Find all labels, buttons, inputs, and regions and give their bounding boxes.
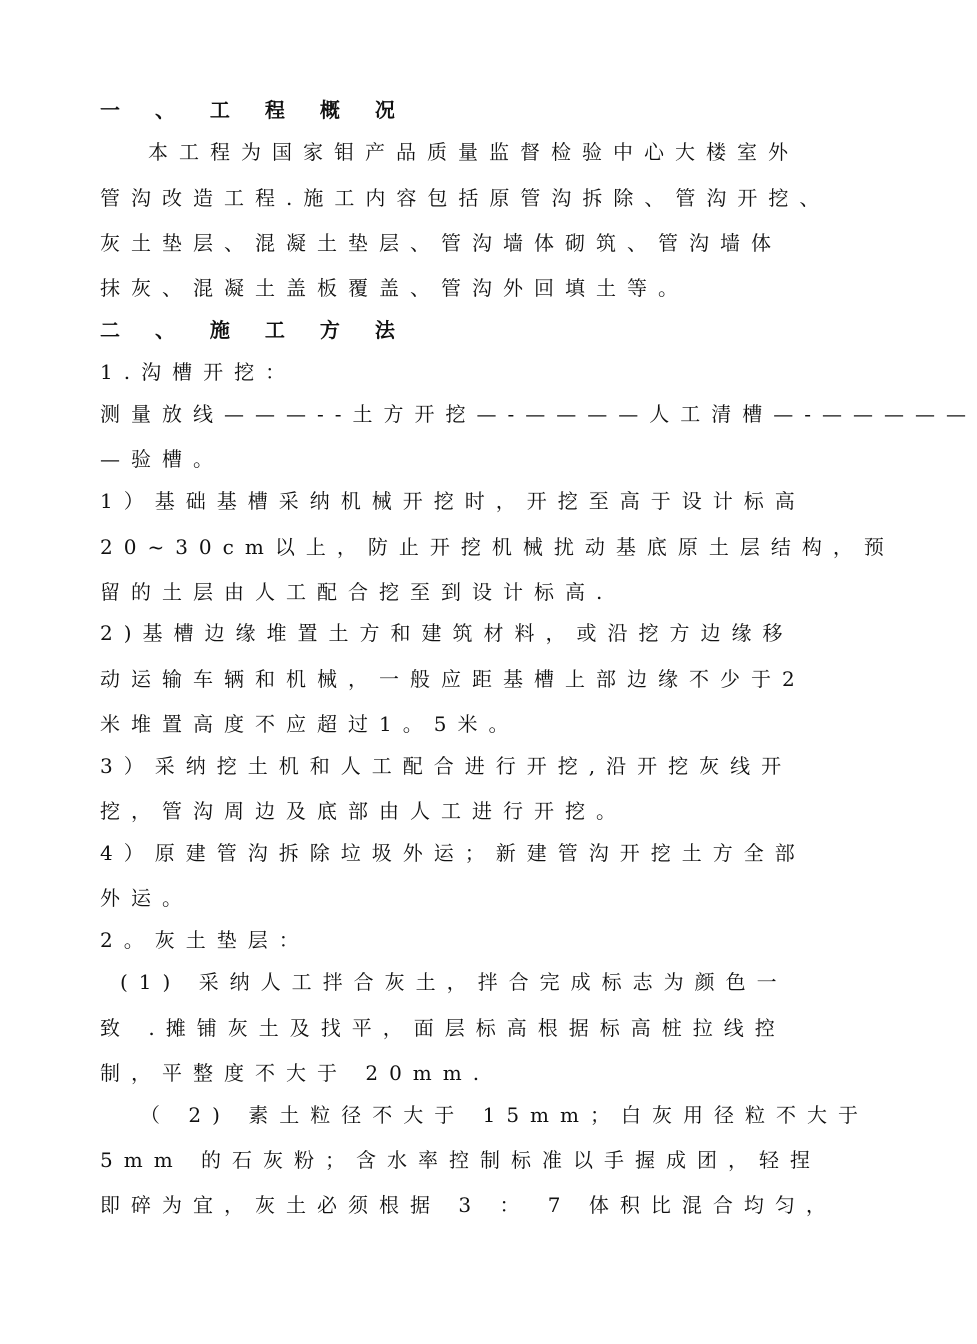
paragraph-line: 米堆置高度不应超过1。5米。 (100, 712, 520, 736)
paragraph-line: 20~30cm以上，防止开挖机械扰动基底原土层结构，预 (100, 535, 895, 559)
paragraph-line: (1) 采纳人工拌合灰土，拌合完成标志为颜色一 (120, 970, 788, 994)
paragraph-line: 外运。 (100, 886, 193, 910)
paragraph-line: 2)基槽边缘堆置土方和建筑材料，或沿挖方边缘移 (100, 621, 794, 645)
process-flow-line: —验槽。 (100, 447, 224, 471)
process-flow-line: 测量放线———--土方开挖—-————人工清槽—-————— (100, 402, 977, 426)
paragraph-line: 制，平整度不大于 20mm. (100, 1061, 491, 1085)
paragraph-line: 本工程为国家钼产品质量监督检验中心大楼室外 (148, 140, 799, 164)
paragraph-line: 动运输车辆和机械，一般应距基槽上部边缘不少于2 (100, 667, 806, 691)
paragraph-line: 管沟改造工程.施工内容包括原管沟拆除、管沟开挖、 (100, 186, 831, 210)
section-heading-construction-method: 二 、 施 工 方 法 (100, 318, 409, 342)
subsection-heading: 2。灰土垫层： (100, 928, 310, 952)
paragraph-line: 4）原建管沟拆除垃圾外运；新建管沟开挖土方全部 (100, 841, 806, 865)
paragraph-line: 灰土垫层、混凝土垫层、管沟墙体砌筑、管沟墙体 (100, 231, 782, 255)
paragraph-line: 3）采纳挖土机和人工配合进行开挖,沿开挖灰线开 (100, 754, 793, 778)
subsection-heading: 1.沟槽开挖： (100, 360, 297, 384)
paragraph-line: 5mm 的石灰粉；含水率控制标准以手握成团，轻捏 (100, 1148, 822, 1172)
paragraph-line: 挖，管沟周边及底部由人工进行开挖。 (100, 799, 627, 823)
paragraph-line: 1）基础基槽采纳机械开挖时，开挖至高于设计标高 (100, 489, 806, 513)
paragraph-line: 抹灰、混凝土盖板覆盖、管沟外回填土等。 (100, 276, 689, 300)
paragraph-line: 致 .摊铺灰土及找平，面层标高根据标高桩拉线控 (100, 1016, 786, 1040)
paragraph-line: 即碎为宜，灰土必须根据 3 ： 7 体积比混合均匀， (100, 1193, 837, 1217)
paragraph-line: 留的土层由人工配合挖至到设计标高. (100, 580, 614, 604)
section-heading-project-overview: 一 、 工 程 概 况 (100, 98, 409, 122)
paragraph-line: （ 2) 素土粒径不大于 15mm；白灰用径粒不大于 (140, 1103, 869, 1127)
